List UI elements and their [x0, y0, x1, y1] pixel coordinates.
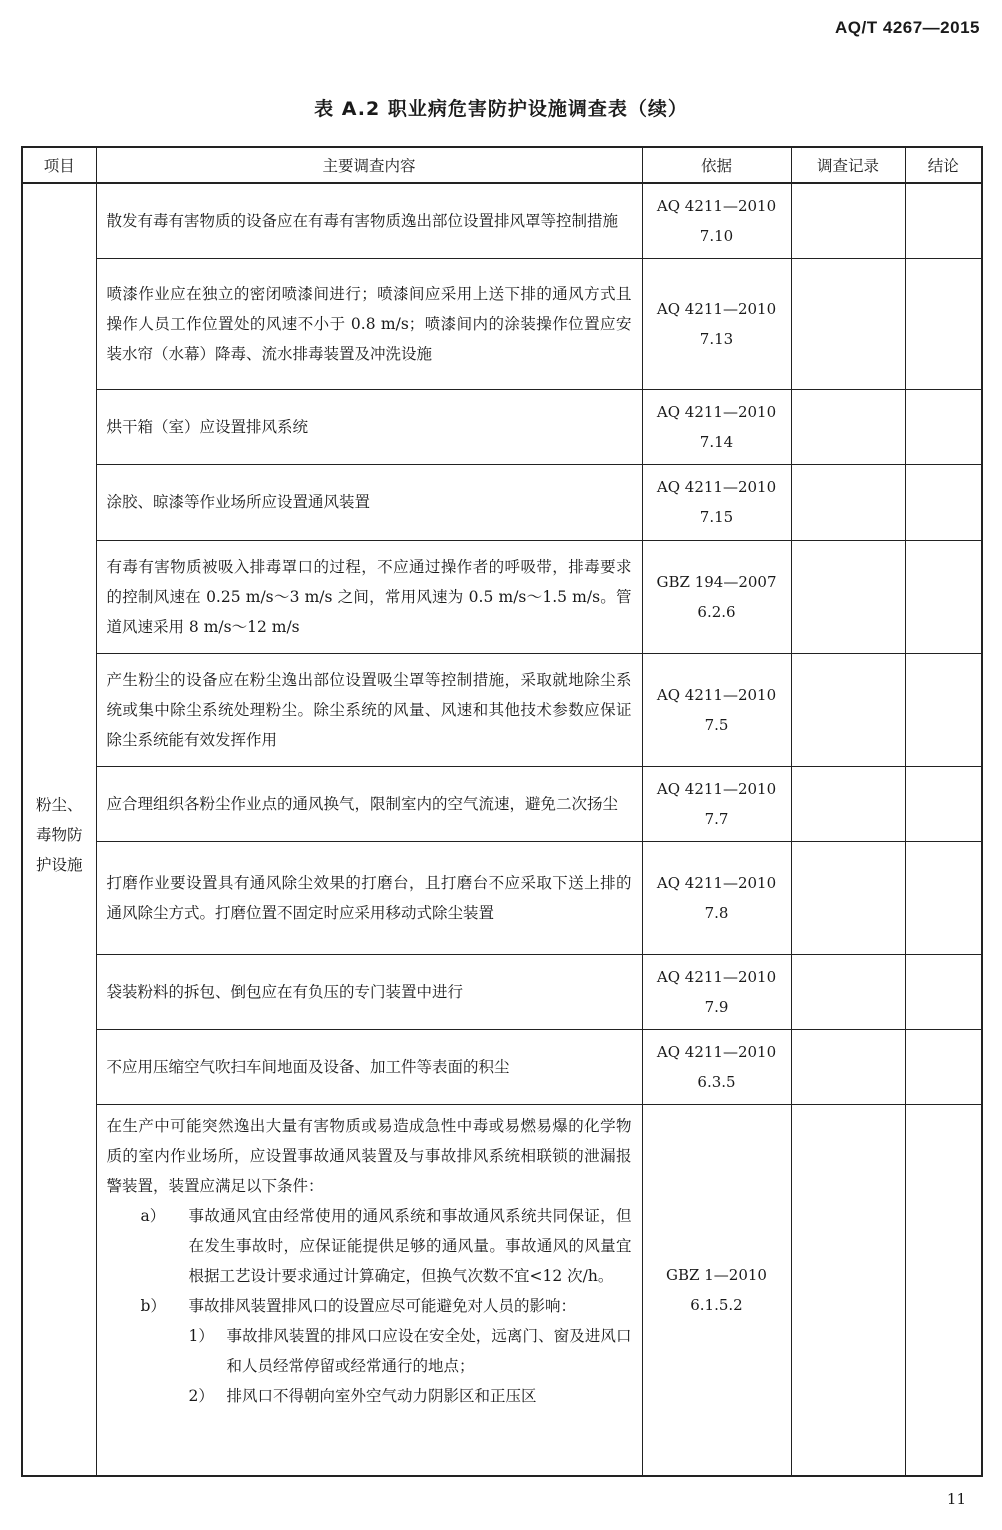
table-row: [22, 183, 982, 258]
basis-cell: [642, 540, 791, 653]
table-row: [22, 841, 982, 954]
record-cell[interactable]: [791, 258, 905, 389]
list-text: 事故排风装置的排风口应设在安全处，远离门、窗及进风口和人员经常停留或经常通行的地点；: [226, 1326, 632, 1375]
conclusion-cell[interactable]: [905, 258, 982, 389]
basis-code: AQ 4211—2010: [656, 299, 777, 318]
record-cell[interactable]: [791, 954, 905, 1029]
content-cell: 喷漆作业应在独立的密闭喷漆间进行；喷漆间应采用上送下排的通风方式且操作人员工作位置处的风速不小于 0.8 m/s；喷漆间内的涂装操作位置应安装水帘（水幕）降毒、流水排毒装置及冲洗设施: [96, 258, 642, 389]
record-cell[interactable]: [791, 540, 905, 653]
basis-code: AQ 4211—2010: [656, 478, 777, 496]
content-cell: 应合理组织各粉尘作业点的通风换气，限制室内的空气流速，避免二次扬尘: [96, 766, 642, 841]
basis-clause: 6.2.6: [697, 602, 736, 621]
list-item: [107, 1321, 632, 1381]
list-item: [107, 1381, 632, 1411]
table-row: [22, 653, 982, 766]
basis-cell: [642, 766, 791, 841]
conclusion-cell[interactable]: [905, 464, 982, 540]
basis-code: GBZ 1—2010: [666, 1265, 767, 1284]
record-cell[interactable]: [791, 464, 905, 540]
basis-cell: [642, 841, 791, 954]
record-cell[interactable]: [791, 1104, 905, 1476]
table-row: [22, 389, 982, 464]
standard-code: AQ/T 4267—2015: [835, 18, 980, 37]
basis-cell: [642, 464, 791, 540]
basis-code: AQ 4211—2010: [656, 779, 777, 798]
basis-clause: 6.3.5: [697, 1072, 736, 1091]
conclusion-cell[interactable]: [905, 653, 982, 766]
col-header-content: 主要调查内容: [96, 147, 642, 183]
record-cell[interactable]: [791, 841, 905, 954]
list-marker: 2）: [188, 1386, 214, 1405]
basis-code: GBZ 194—2007: [656, 572, 777, 591]
list-marker: 1）: [188, 1326, 214, 1345]
record-cell[interactable]: [791, 389, 905, 464]
header-row: [22, 147, 982, 183]
table-row: [22, 540, 982, 653]
table-row: [22, 258, 982, 389]
basis-code: AQ 4211—2010: [656, 1042, 777, 1061]
conclusion-cell[interactable]: [905, 389, 982, 464]
basis-cell: [642, 1029, 791, 1104]
conclusion-cell[interactable]: [905, 766, 982, 841]
investigation-table: [21, 146, 983, 1477]
table-row: [22, 954, 982, 1029]
basis-code: AQ 4211—2010: [656, 402, 777, 421]
conclusion-cell[interactable]: [905, 540, 982, 653]
basis-clause: 7.14: [699, 432, 734, 451]
list-text: 事故排风装置排风口的设置应尽可能避免对人员的影响：: [188, 1296, 577, 1315]
basis-clause: 7.15: [699, 508, 734, 526]
basis-cell: [642, 1104, 791, 1476]
conclusion-cell[interactable]: [905, 1029, 982, 1104]
record-cell[interactable]: [791, 766, 905, 841]
col-header-conclusion: 结论: [905, 147, 982, 183]
basis-clause: 7.8: [704, 903, 729, 922]
basis-code: AQ 4211—2010: [656, 967, 777, 986]
basis-clause: 7.9: [704, 997, 729, 1016]
conclusion-cell[interactable]: [905, 841, 982, 954]
content-cell: [96, 1104, 642, 1476]
table-row: [22, 1104, 982, 1476]
basis-code: AQ 4211—2010: [656, 873, 777, 892]
basis-clause: 6.1.5.2: [690, 1295, 743, 1314]
table-row: [22, 464, 982, 540]
basis-clause: 7.10: [699, 226, 734, 245]
col-header-project: 项目: [22, 147, 96, 183]
list-item: [107, 1201, 632, 1291]
table-row: [22, 1029, 982, 1104]
content-cell: 袋装粉料的拆包、倒包应在有负压的专门装置中进行: [96, 954, 642, 1029]
basis-code: AQ 4211—2010: [656, 685, 777, 704]
content-cell: 涂胶、晾漆等作业场所应设置通风装置: [96, 464, 642, 540]
basis-cell: [642, 954, 791, 1029]
table-title: 表 A.2 职业病危害防护设施调查表（续）: [314, 98, 688, 120]
record-cell[interactable]: [791, 183, 905, 258]
record-cell[interactable]: [791, 653, 905, 766]
list-marker: a）: [140, 1206, 166, 1225]
basis-clause: 7.13: [699, 329, 734, 348]
table-row: [22, 766, 982, 841]
content-cell: 打磨作业要设置具有通风除尘效果的打磨台，且打磨台不应采取下送上排的通风除尘方式。打磨位置不固定时应采用移动式除尘装置: [96, 841, 642, 954]
basis-cell: [642, 258, 791, 389]
content-cell: 产生粉尘的设备应在粉尘逸出部位设置吸尘罩等控制措施，采取就地除尘系统或集中除尘系统处理粉尘。除尘系统的风量、风速和其他技术参数应保证除尘系统能有效发挥作用: [96, 653, 642, 766]
category-cell: [22, 183, 96, 1476]
content-cell: 散发有毒有害物质的设备应在有毒有害物质逸出部位设置排风罩等控制措施: [96, 183, 642, 258]
list-text: 排风口不得朝向室外空气动力阴影区和正压区: [226, 1386, 537, 1405]
basis-cell: [642, 653, 791, 766]
col-header-basis: 依据: [642, 147, 791, 183]
category-label: 粉尘、毒物防护设施: [35, 795, 83, 874]
content-cell: 烘干箱（室）应设置排风系统: [96, 389, 642, 464]
record-cell[interactable]: [791, 1029, 905, 1104]
basis-code: AQ 4211—2010: [656, 196, 777, 215]
conclusion-cell[interactable]: [905, 1104, 982, 1476]
conclusion-cell[interactable]: [905, 954, 982, 1029]
col-header-record: 调查记录: [791, 147, 905, 183]
content-cell: 不应用压缩空气吹扫车间地面及设备、加工件等表面的积尘: [96, 1029, 642, 1104]
list-marker: b）: [140, 1296, 166, 1315]
list-item: [107, 1291, 632, 1321]
basis-clause: 7.7: [704, 809, 729, 828]
content-cell: 有毒有害物质被吸入排毒罩口的过程，不应通过操作者的呼吸带，排毒要求的控制风速在 0.25 m/s～3 m/s 之间，常用风速为 0.5 m/s～1.5 m/s。管道风速采用 8 m/s～12 m/s: [96, 540, 642, 653]
conclusion-cell[interactable]: [905, 183, 982, 258]
basis-cell: [642, 183, 791, 258]
basis-clause: 7.5: [704, 715, 729, 734]
basis-cell: [642, 389, 791, 464]
content-intro: 在生产中可能突然逸出大量有害物质或易造成急性中毒或易燃易爆的化学物质的室内作业场所，应设置事故通风装置及与事故排风系统相联锁的泄漏报警装置，装置应满足以下条件：: [106, 1116, 632, 1195]
list-text: 事故通风宜由经常使用的通风系统和事故通风系统共同保证，但在发生事故时，应保证能提供足够的通风量。事故通风的风量宜根据工艺设计要求通过计算确定，但换气次数不宜<12 次/h。: [188, 1206, 632, 1285]
page-number: 11: [946, 1490, 966, 1508]
